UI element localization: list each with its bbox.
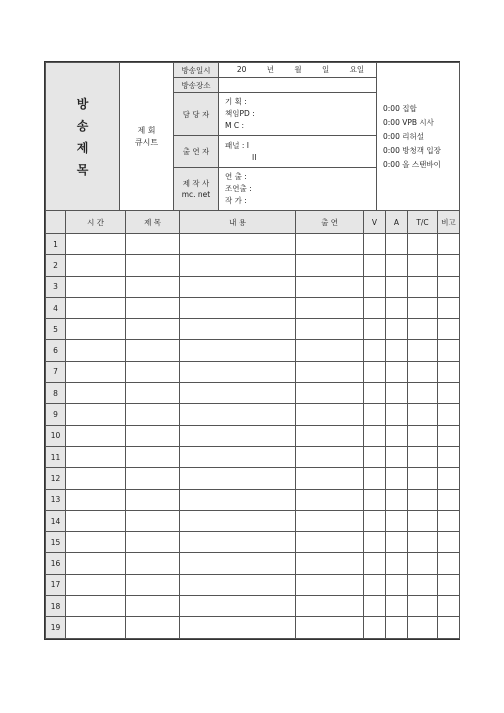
- cast-panel-1: 패널 : I: [225, 140, 249, 150]
- content-cell[interactable]: [180, 234, 296, 255]
- time-cell[interactable]: [66, 468, 126, 489]
- cast-cell[interactable]: [296, 404, 364, 425]
- corner-cell: [46, 211, 66, 234]
- table-row: [46, 489, 460, 510]
- production-label: [174, 168, 219, 211]
- program-title: [46, 63, 120, 211]
- cast-cell[interactable]: [296, 383, 364, 404]
- schedule-item-2: 0:00 VPB 시사: [383, 117, 434, 127]
- cue-table: [45, 210, 460, 639]
- audio-cell[interactable]: [386, 255, 408, 276]
- cast-cell[interactable]: [296, 553, 364, 574]
- remarks-cell[interactable]: [438, 553, 460, 574]
- video-cell[interactable]: [364, 425, 386, 446]
- row-number: 3: [46, 276, 66, 297]
- audio-cell[interactable]: [386, 532, 408, 553]
- title-cell[interactable]: [126, 617, 180, 638]
- row-number: 18: [46, 596, 66, 617]
- program-title-line1: 방송: [76, 96, 115, 133]
- time-cell[interactable]: [66, 383, 126, 404]
- time-cell[interactable]: [66, 446, 126, 467]
- tc-cell[interactable]: [408, 319, 438, 340]
- audio-cell[interactable]: [386, 617, 408, 638]
- column-content: 내 용: [180, 211, 296, 234]
- title-cell[interactable]: [126, 489, 180, 510]
- title-cell[interactable]: [126, 297, 180, 318]
- table-row: [46, 297, 460, 318]
- episode-number: 제 회: [137, 125, 156, 135]
- title-cell[interactable]: [126, 361, 180, 382]
- video-cell[interactable]: [364, 446, 386, 467]
- audio-cell[interactable]: [386, 276, 408, 297]
- cast-cell[interactable]: [296, 574, 364, 595]
- title-cell[interactable]: [126, 404, 180, 425]
- table-row: [46, 596, 460, 617]
- episode-cell: [120, 63, 174, 211]
- time-cell[interactable]: [66, 319, 126, 340]
- air-date-day-unit: 일: [322, 65, 330, 74]
- row-number: 7: [46, 361, 66, 382]
- time-cell[interactable]: [66, 574, 126, 595]
- audio-cell[interactable]: [386, 361, 408, 382]
- cast-field[interactable]: [219, 136, 377, 168]
- title-cell[interactable]: [126, 234, 180, 255]
- schedule-notes: [377, 63, 460, 211]
- schedule-item-1: 0:00 집합: [383, 103, 417, 113]
- audio-cell[interactable]: [386, 297, 408, 318]
- row-number: 19: [46, 617, 66, 638]
- tc-cell[interactable]: [408, 468, 438, 489]
- content-cell[interactable]: [180, 596, 296, 617]
- row-number: 15: [46, 532, 66, 553]
- audio-cell[interactable]: [386, 510, 408, 531]
- cast-label: 출 연 자: [174, 136, 219, 168]
- remarks-cell[interactable]: [438, 574, 460, 595]
- staff-planning: 기 획 :: [225, 97, 247, 106]
- content-cell[interactable]: [180, 574, 296, 595]
- row-number: 10: [46, 425, 66, 446]
- content-cell[interactable]: [180, 553, 296, 574]
- column-time: 시 간: [66, 211, 126, 234]
- cast-cell[interactable]: [296, 510, 364, 531]
- header-table: [45, 62, 460, 211]
- content-cell[interactable]: [180, 532, 296, 553]
- audio-cell[interactable]: [386, 553, 408, 574]
- cast-cell[interactable]: [296, 468, 364, 489]
- audio-cell[interactable]: [386, 404, 408, 425]
- title-cell[interactable]: [126, 276, 180, 297]
- video-cell[interactable]: [364, 489, 386, 510]
- air-date-weekday-unit: 요일: [349, 65, 365, 74]
- remarks-cell[interactable]: [438, 234, 460, 255]
- video-cell[interactable]: [364, 468, 386, 489]
- cast-cell[interactable]: [296, 340, 364, 361]
- title-cell[interactable]: [126, 319, 180, 340]
- content-cell[interactable]: [180, 468, 296, 489]
- title-cell[interactable]: [126, 446, 180, 467]
- video-cell[interactable]: [364, 553, 386, 574]
- video-cell[interactable]: [364, 361, 386, 382]
- video-cell[interactable]: [364, 383, 386, 404]
- tc-cell[interactable]: [408, 234, 438, 255]
- remarks-cell[interactable]: [438, 404, 460, 425]
- production-assistant-director: 조연출 :: [225, 184, 252, 193]
- audio-cell[interactable]: [386, 425, 408, 446]
- remarks-cell[interactable]: [438, 446, 460, 467]
- staff-mc: M C :: [225, 121, 245, 130]
- column-cast: 출 연: [296, 211, 364, 234]
- content-cell[interactable]: [180, 319, 296, 340]
- column-remarks: 비고: [438, 211, 460, 234]
- tc-cell[interactable]: [408, 255, 438, 276]
- staff-label: 담 당 자: [174, 93, 219, 136]
- time-cell[interactable]: [66, 361, 126, 382]
- remarks-cell[interactable]: [438, 255, 460, 276]
- air-date-year-unit: 년: [266, 65, 274, 74]
- tc-cell[interactable]: [408, 489, 438, 510]
- content-cell[interactable]: [180, 340, 296, 361]
- table-row: [46, 404, 460, 425]
- time-cell[interactable]: [66, 532, 126, 553]
- air-date-field[interactable]: [219, 63, 377, 78]
- tc-cell[interactable]: [408, 383, 438, 404]
- row-number: 12: [46, 468, 66, 489]
- content-cell[interactable]: [180, 617, 296, 638]
- staff-field[interactable]: [219, 93, 377, 136]
- cast-cell[interactable]: [296, 596, 364, 617]
- cast-cell[interactable]: [296, 234, 364, 255]
- tc-cell[interactable]: [408, 617, 438, 638]
- production-company-label: 제 작 사: [182, 179, 210, 188]
- time-cell[interactable]: [66, 489, 126, 510]
- time-cell[interactable]: [66, 255, 126, 276]
- remarks-cell[interactable]: [438, 361, 460, 382]
- remarks-cell[interactable]: [438, 340, 460, 361]
- content-cell[interactable]: [180, 255, 296, 276]
- table-row: [46, 510, 460, 531]
- production-field[interactable]: [219, 168, 377, 211]
- location-label: 방송장소: [174, 78, 219, 93]
- time-cell[interactable]: [66, 340, 126, 361]
- time-cell[interactable]: [66, 596, 126, 617]
- column-audio: A: [386, 211, 408, 234]
- location-field[interactable]: [219, 78, 377, 93]
- tc-cell[interactable]: [408, 532, 438, 553]
- tc-cell[interactable]: [408, 425, 438, 446]
- video-cell[interactable]: [364, 596, 386, 617]
- title-cell[interactable]: [126, 574, 180, 595]
- content-cell[interactable]: [180, 446, 296, 467]
- cast-cell[interactable]: [296, 425, 364, 446]
- remarks-cell[interactable]: [438, 532, 460, 553]
- table-row: [46, 425, 460, 446]
- schedule-item-5: 0:00 올 스탠바이: [383, 159, 441, 169]
- row-number: 6: [46, 340, 66, 361]
- tc-cell[interactable]: [408, 340, 438, 361]
- tc-cell[interactable]: [408, 404, 438, 425]
- content-cell[interactable]: [180, 404, 296, 425]
- remarks-cell[interactable]: [438, 383, 460, 404]
- audio-cell[interactable]: [386, 574, 408, 595]
- remarks-cell[interactable]: [438, 468, 460, 489]
- audio-cell[interactable]: [386, 234, 408, 255]
- cast-panel-2: II: [252, 152, 257, 162]
- row-number: 8: [46, 383, 66, 404]
- time-cell[interactable]: [66, 234, 126, 255]
- title-cell[interactable]: [126, 468, 180, 489]
- cast-cell[interactable]: [296, 319, 364, 340]
- video-cell[interactable]: [364, 404, 386, 425]
- audio-cell[interactable]: [386, 489, 408, 510]
- tc-cell[interactable]: [408, 361, 438, 382]
- schedule-item-4: 0:00 방청객 입장: [383, 145, 441, 155]
- remarks-cell[interactable]: [438, 276, 460, 297]
- table-row: [46, 361, 460, 382]
- row-number: 5: [46, 319, 66, 340]
- table-row: [46, 617, 460, 638]
- video-cell[interactable]: [364, 297, 386, 318]
- cast-cell[interactable]: [296, 255, 364, 276]
- cast-cell[interactable]: [296, 532, 364, 553]
- remarks-cell[interactable]: [438, 617, 460, 638]
- table-row: [46, 255, 460, 276]
- air-date-label: 방송일시: [174, 63, 219, 78]
- time-cell[interactable]: [66, 617, 126, 638]
- remarks-cell[interactable]: [438, 510, 460, 531]
- remarks-cell[interactable]: [438, 489, 460, 510]
- time-cell[interactable]: [66, 425, 126, 446]
- title-cell[interactable]: [126, 553, 180, 574]
- remarks-cell[interactable]: [438, 425, 460, 446]
- cue-sheet-form: [44, 61, 460, 640]
- video-cell[interactable]: [364, 574, 386, 595]
- table-row: [46, 553, 460, 574]
- cast-cell[interactable]: [296, 361, 364, 382]
- row-number: 11: [46, 446, 66, 467]
- video-cell[interactable]: [364, 617, 386, 638]
- cast-cell[interactable]: [296, 446, 364, 467]
- audio-cell[interactable]: [386, 383, 408, 404]
- table-row: [46, 446, 460, 467]
- content-cell[interactable]: [180, 510, 296, 531]
- title-cell[interactable]: [126, 255, 180, 276]
- production-company-name: mc. net: [181, 190, 211, 199]
- content-cell[interactable]: [180, 383, 296, 404]
- column-tc: T/C: [408, 211, 438, 234]
- time-cell[interactable]: [66, 297, 126, 318]
- tc-cell[interactable]: [408, 276, 438, 297]
- remarks-cell[interactable]: [438, 297, 460, 318]
- tc-cell[interactable]: [408, 574, 438, 595]
- table-row: [46, 276, 460, 297]
- cast-cell[interactable]: [296, 276, 364, 297]
- video-cell[interactable]: [364, 319, 386, 340]
- table-row: [46, 340, 460, 361]
- row-number: 4: [46, 297, 66, 318]
- row-number: 9: [46, 404, 66, 425]
- table-row: [46, 319, 460, 340]
- row-number: 1: [46, 234, 66, 255]
- audio-cell[interactable]: [386, 596, 408, 617]
- cue-sheet-label: 큐시트: [134, 137, 159, 147]
- air-date-year: 20: [236, 65, 247, 74]
- table-row: [46, 574, 460, 595]
- row-number: 2: [46, 255, 66, 276]
- video-cell[interactable]: [364, 276, 386, 297]
- content-cell[interactable]: [180, 425, 296, 446]
- title-cell[interactable]: [126, 425, 180, 446]
- time-cell[interactable]: [66, 510, 126, 531]
- remarks-cell[interactable]: [438, 596, 460, 617]
- title-cell[interactable]: [126, 510, 180, 531]
- production-writer: 작 가 :: [225, 196, 247, 205]
- column-video: V: [364, 211, 386, 234]
- table-row: [46, 468, 460, 489]
- content-cell[interactable]: [180, 361, 296, 382]
- audio-cell[interactable]: [386, 468, 408, 489]
- time-cell[interactable]: [66, 553, 126, 574]
- air-date-month-unit: 월: [294, 65, 302, 74]
- row-number: 14: [46, 510, 66, 531]
- table-row: [46, 532, 460, 553]
- tc-cell[interactable]: [408, 510, 438, 531]
- title-cell[interactable]: [126, 532, 180, 553]
- content-cell[interactable]: [180, 297, 296, 318]
- title-cell[interactable]: [126, 340, 180, 361]
- remarks-cell[interactable]: [438, 319, 460, 340]
- staff-chief-pd: 책임PD :: [225, 109, 255, 118]
- audio-cell[interactable]: [386, 340, 408, 361]
- column-title: 제 목: [126, 211, 180, 234]
- audio-cell[interactable]: [386, 319, 408, 340]
- content-cell[interactable]: [180, 276, 296, 297]
- tc-cell[interactable]: [408, 553, 438, 574]
- video-cell[interactable]: [364, 234, 386, 255]
- video-cell[interactable]: [364, 510, 386, 531]
- row-number: 13: [46, 489, 66, 510]
- cast-cell[interactable]: [296, 489, 364, 510]
- table-row: [46, 383, 460, 404]
- production-director: 연 출 :: [225, 172, 247, 181]
- tc-cell[interactable]: [408, 446, 438, 467]
- tc-cell[interactable]: [408, 596, 438, 617]
- program-title-line2: 제목: [76, 140, 115, 177]
- title-cell[interactable]: [126, 596, 180, 617]
- time-cell[interactable]: [66, 276, 126, 297]
- time-cell[interactable]: [66, 404, 126, 425]
- video-cell[interactable]: [364, 255, 386, 276]
- row-number: 16: [46, 553, 66, 574]
- row-number: 17: [46, 574, 66, 595]
- title-cell[interactable]: [126, 383, 180, 404]
- content-cell[interactable]: [180, 489, 296, 510]
- video-cell[interactable]: [364, 340, 386, 361]
- video-cell[interactable]: [364, 532, 386, 553]
- cast-cell[interactable]: [296, 297, 364, 318]
- tc-cell[interactable]: [408, 297, 438, 318]
- cast-cell[interactable]: [296, 617, 364, 638]
- audio-cell[interactable]: [386, 446, 408, 467]
- table-row: [46, 234, 460, 255]
- schedule-item-3: 0:00 리허설: [383, 131, 424, 141]
